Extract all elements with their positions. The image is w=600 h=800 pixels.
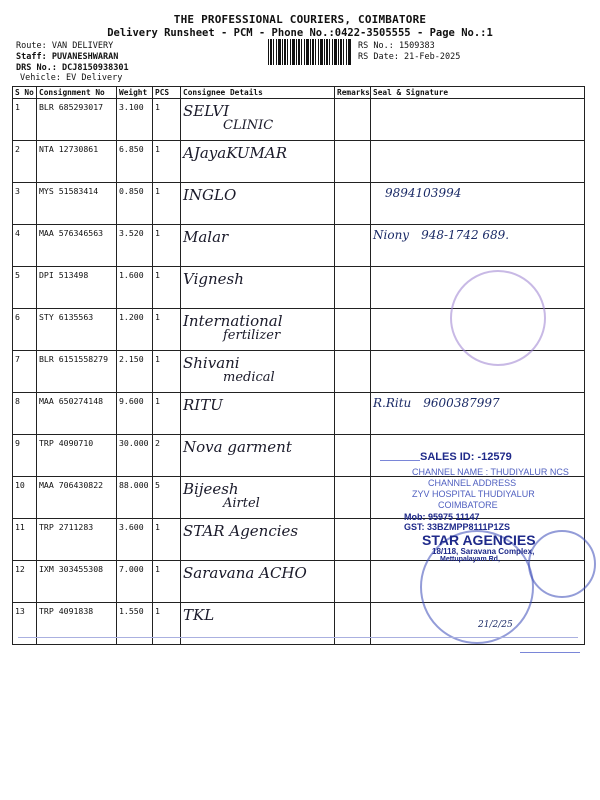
cell-sno: 9 — [13, 435, 37, 477]
cell-signature — [371, 99, 585, 141]
consignee-name-line2: fertilizer — [223, 328, 281, 343]
cell-remarks — [335, 477, 371, 519]
consignee-name: Nova garment — [183, 438, 292, 456]
cell-consignee — [181, 393, 335, 435]
cell-remarks — [335, 183, 371, 225]
pen-stroke — [380, 460, 420, 461]
cell-remarks — [335, 141, 371, 183]
cell-remarks — [335, 267, 371, 309]
consignee-name: Saravana ACHO — [183, 564, 307, 582]
cell-weight: 9.600 — [117, 393, 153, 435]
cell-consignee — [181, 435, 335, 477]
cell-sno: 5 — [13, 267, 37, 309]
cell-signature — [371, 393, 585, 435]
cell-consignee — [181, 477, 335, 519]
signature-name: R.Ritu — [373, 396, 412, 410]
col-consignment: Consignment No — [37, 87, 117, 99]
bottom-rule — [18, 637, 578, 638]
cell-remarks — [335, 309, 371, 351]
col-consignee: Consignee Details — [181, 87, 335, 99]
cell-consignment: MYS 51583414 — [37, 183, 117, 225]
signature-date: 21/2/25 — [478, 620, 513, 630]
cell-remarks — [335, 435, 371, 477]
cell-sno: 13 — [13, 603, 37, 645]
signature-phone: 9894103994 — [385, 186, 462, 200]
signature-name: Niony — [373, 228, 410, 242]
cell-weight: 2.150 — [117, 351, 153, 393]
cell-pcs: 1 — [153, 561, 181, 603]
vehicle-label: Vehicle: EV Delivery — [20, 73, 123, 83]
cell-pcs: 2 — [153, 435, 181, 477]
cell-consignment: MAA 650274148 — [37, 393, 117, 435]
gst-stamp: GST: 33BZMPP8111P1ZS — [404, 522, 511, 532]
cell-pcs: 1 — [153, 183, 181, 225]
cell-pcs: 1 — [153, 267, 181, 309]
cell-pcs: 1 — [153, 519, 181, 561]
consignee-name-line2: medical — [223, 370, 275, 385]
cell-remarks — [335, 519, 371, 561]
barcode — [268, 39, 352, 65]
cell-remarks — [335, 393, 371, 435]
cell-sno: 2 — [13, 141, 37, 183]
cell-remarks — [335, 561, 371, 603]
drs-label: DRS No.: DCJ8150938301 — [16, 63, 129, 73]
cell-weight: 30.000 — [117, 435, 153, 477]
cell-consignee — [181, 561, 335, 603]
cell-weight: 7.000 — [117, 561, 153, 603]
consignee-name: Malar — [183, 228, 229, 246]
consignee-name: RITU — [183, 396, 223, 414]
signature-phone: 9600387997 — [423, 396, 500, 410]
cell-weight: 6.850 — [117, 141, 153, 183]
cell-consignment: IXM 303455308 — [37, 561, 117, 603]
consignee-name: TKL — [183, 606, 215, 624]
col-sno: S No — [13, 87, 37, 99]
table-row — [13, 99, 585, 141]
cell-consignment: MAA 706430822 — [37, 477, 117, 519]
cell-consignee — [181, 99, 335, 141]
cell-pcs: 1 — [153, 225, 181, 267]
round-seal-purple — [450, 270, 546, 366]
cell-signature — [371, 141, 585, 183]
rs-date: RS Date: 21-Feb-2025 — [358, 52, 461, 62]
cell-consignment: TRP 2711283 — [37, 519, 117, 561]
cell-remarks — [335, 99, 371, 141]
cell-sno: 6 — [13, 309, 37, 351]
runsheet-subtitle: Delivery Runsheet - PCM - Phone No.:0422-3505555 - Page No.:1 — [107, 27, 493, 39]
rs-number: RS No.: 1509383 — [358, 41, 435, 51]
cell-weight: 3.600 — [117, 519, 153, 561]
cell-remarks — [335, 603, 371, 645]
consignee-name: Shivani — [183, 354, 240, 372]
cell-consignment: MAA 576346563 — [37, 225, 117, 267]
col-signature: Seal & Signature — [371, 87, 585, 99]
route-label: Route: VAN DELIVERY — [16, 41, 114, 51]
round-seal-blue-small — [528, 530, 596, 598]
table-row — [13, 225, 585, 267]
cell-pcs: 1 — [153, 603, 181, 645]
consignee-name-line2: Airtel — [223, 496, 260, 511]
sales-id-stamp: SALES ID: -12579 — [420, 451, 512, 463]
table-row — [13, 393, 585, 435]
consignee-name-line2: CLINIC — [223, 118, 274, 133]
company-title: THE PROFESSIONAL COURIERS, COIMBATORE — [173, 13, 427, 26]
cell-signature — [371, 225, 585, 267]
col-pcs: PCS — [153, 87, 181, 99]
cell-pcs: 1 — [153, 309, 181, 351]
cell-consignment: TRP 4091838 — [37, 603, 117, 645]
cell-weight: 1.550 — [117, 603, 153, 645]
cell-consignment: STY 6135563 — [37, 309, 117, 351]
cell-consignment: BLR 6151558279 — [37, 351, 117, 393]
cell-consignee — [181, 519, 335, 561]
cell-sno: 8 — [13, 393, 37, 435]
cell-consignment: DPI 513498 — [37, 267, 117, 309]
mob-stamp: Mob: 95975 11147 — [404, 512, 480, 522]
cell-consignee — [181, 267, 335, 309]
cell-pcs: 1 — [153, 351, 181, 393]
cell-sno: 1 — [13, 99, 37, 141]
consignee-name: AJayaKUMAR — [183, 144, 288, 162]
cell-consignee — [181, 351, 335, 393]
channel-address-stamp: CHANNEL ADDRESS — [428, 478, 517, 488]
cell-sno: 12 — [13, 561, 37, 603]
cell-pcs: 5 — [153, 477, 181, 519]
agency-address2-stamp: Mettupalayam Rd, — [440, 556, 500, 563]
consignee-name: International — [183, 312, 283, 330]
consignee-name: SELVI — [183, 102, 230, 120]
cell-weight: 1.600 — [117, 267, 153, 309]
table-row — [13, 141, 585, 183]
col-remarks: Remarks — [335, 87, 371, 99]
channel-name-stamp: CHANNEL NAME : THUDIYALUR NCS — [412, 467, 569, 477]
signature-phone: 948-1742 689. — [421, 228, 510, 242]
consignee-name: Bijeesh — [183, 480, 239, 498]
consignee-name: STAR Agencies — [183, 522, 299, 540]
hospital-stamp: ZYV HOSPITAL THUDIYALUR — [412, 489, 535, 499]
consignee-name: Vignesh — [183, 270, 244, 288]
cell-signature — [371, 183, 585, 225]
consignee-name: INGLO — [183, 186, 237, 204]
cell-weight: 88.000 — [117, 477, 153, 519]
cell-sno: 3 — [13, 183, 37, 225]
table-row — [13, 183, 585, 225]
cell-sno: 10 — [13, 477, 37, 519]
cell-sno: 7 — [13, 351, 37, 393]
cell-pcs: 1 — [153, 393, 181, 435]
cell-consignee — [181, 603, 335, 645]
cell-sno: 11 — [13, 519, 37, 561]
col-weight: Weight — [117, 87, 153, 99]
cell-consignee — [181, 183, 335, 225]
cell-consignee — [181, 309, 335, 351]
staff-label: Staff: PUVANESHWARAN — [16, 52, 119, 62]
cell-remarks — [335, 351, 371, 393]
table-header-row — [13, 87, 585, 99]
cell-pcs: 1 — [153, 141, 181, 183]
cell-consignment: NTA 12730861 — [37, 141, 117, 183]
cell-weight: 0.850 — [117, 183, 153, 225]
cell-consignee — [181, 141, 335, 183]
cell-remarks — [335, 225, 371, 267]
cell-consignment: TRP 4090710 — [37, 435, 117, 477]
cell-weight: 3.100 — [117, 99, 153, 141]
cell-consignment: BLR 685293017 — [37, 99, 117, 141]
cell-sno: 4 — [13, 225, 37, 267]
cell-weight: 1.200 — [117, 309, 153, 351]
cell-weight: 3.520 — [117, 225, 153, 267]
agency-address-stamp: 18/118, Saravana Complex, — [432, 547, 535, 556]
cell-consignee — [181, 225, 335, 267]
pen-stroke-2 — [520, 652, 580, 653]
cell-pcs: 1 — [153, 99, 181, 141]
agency-stamp: STAR AGENCIES — [422, 532, 536, 548]
city-stamp: COIMBATORE — [438, 500, 498, 510]
